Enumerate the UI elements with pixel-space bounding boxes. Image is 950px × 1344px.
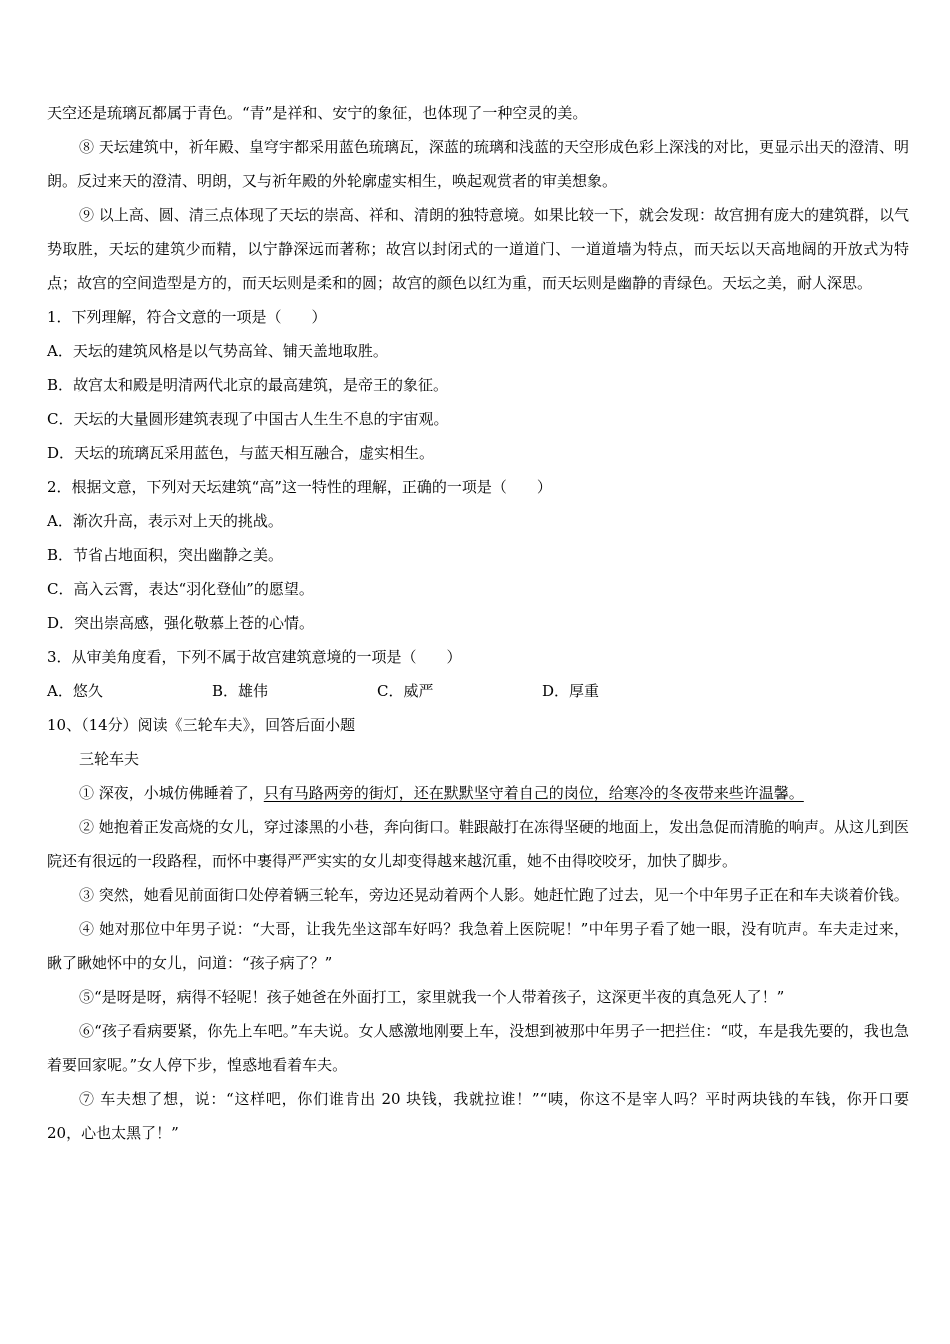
section-10-heading: 10、（14分）阅读《三轮车夫》，回答后面小题: [47, 716, 356, 734]
question-1-option-c: C．天坛的大量圆形建筑表现了中国古人生生不息的宇宙观。: [47, 410, 449, 428]
question-3-option-c: C．威严: [377, 682, 434, 700]
question-2-option-b: B．节省占地面积，突出幽静之美。: [47, 546, 284, 564]
question-1-option-b: B．故宫太和殿是明清两代北京的最高建筑，是帝王的象征。: [47, 376, 449, 394]
passage-paragraph-9: ⑨ 以上高、圆、清三点体现了天坛的崇高、祥和、清朗的独特意境。如果比较一下，就会发现：故宫拥有庞大的建筑群，以气势取胜，天坛的建筑少而精，以宁静深远而著称；故宫以封闭式的一道道门、一道道墙为特点，而天坛以天高地阔的开放式为特点；故宫的空间造型是方的，而天坛则是柔和的圆；故宫的颜色以红为重，而天坛则是幽静的青绿色。天坛之美，耐人深思。: [47, 206, 909, 292]
question-1-stem: 1．下列理解，符合文意的一项是（ ）: [47, 308, 327, 326]
story-paragraph-7: ⑦ 车夫想了想，说：“这样吧，你们谁肯出 20 块钱，我就拉谁！”“咦，你这不是宰人吗？平时两块钱的车钱，你开口要 20，心也太黑了！”: [47, 1090, 909, 1142]
document-page: [47, 96, 909, 1150]
question-2-option-d: D．突出崇高感，强化敬慕上苍的心情。: [47, 614, 315, 632]
story-paragraph-6: ⑥“孩子看病要紧，你先上车吧。”车夫说。女人感激地刚要上车，没想到被那中年男子一把拦住：“哎，车是我先要的，我也急着要回家呢。”女人停下步，惶惑地看着车夫。: [47, 1022, 909, 1074]
story-paragraph-5: ⑤“是呀是呀，病得不轻呢！孩子她爸在外面打工，家里就我一个人带着孩子，这深更半夜的真急死人了！”: [79, 988, 785, 1006]
story-paragraph-1: [47, 776, 909, 810]
story-paragraph-3: ③ 突然，她看见前面街口处停着辆三轮车，旁边还晃动着两个人影。她赶忙跑了过去，见一个中年男子正在和车夫谈着价钱。: [79, 886, 909, 904]
story-paragraph-1-underlined: 只有马路两旁的街灯，还在默默坚守着自己的岗位，给寒冷的冬夜带来些许温馨。: [263, 784, 804, 802]
question-1-option-a: A．天坛的建筑风格是以气势高耸、铺天盖地取胜。: [47, 342, 388, 360]
question-3-stem: 3．从审美角度看，下列不属于故宫建筑意境的一项是（ ）: [47, 648, 462, 666]
question-2-stem: 2．根据文意，下列对天坛建筑“高”这一特性的理解，正确的一项是（ ）: [47, 478, 552, 496]
story-paragraph-4: ④ 她对那位中年男子说：“大哥，让我先坐这部车好吗？我急着上医院呢！”中年男子看了她一眼，没有吭声。车夫走过来，瞅了瞅她怀中的女儿，问道：“孩子病了？”: [47, 920, 909, 972]
question-3-option-b: B．雄伟: [212, 682, 269, 700]
passage-paragraph-7-tail: 天空还是琉璃瓦都属于青色。“青”是祥和、安宁的象征，也体现了一种空灵的美。: [47, 104, 588, 122]
question-1-option-d: D．天坛的琉璃瓦采用蓝色，与蓝天相互融合，虚实相生。: [47, 444, 435, 462]
question-3-option-d: D．厚重: [542, 682, 600, 700]
question-3-option-a: A．悠久: [47, 682, 103, 700]
story-paragraph-2: ② 她抱着正发高烧的女儿，穿过漆黑的小巷，奔向街口。鞋跟敲打在冻得坚硬的地面上，发出急促而清脆的响声。从这儿到医院还有很远的一段路程，而怀中裹得严严实实的女儿却变得越来越沉重，她不由得咬咬牙，加快了脚步。: [47, 818, 909, 870]
question-2-option-c: C．高入云霄，表达“羽化登仙”的愿望。: [47, 580, 314, 598]
story-title: 三轮车夫: [79, 750, 140, 768]
story-paragraph-1-text: ① 深夜，小城仿佛睡着了，: [79, 784, 264, 802]
passage-paragraph-8: ⑧ 天坛建筑中，祈年殿、皇穹宇都采用蓝色琉璃瓦，深蓝的琉璃和浅蓝的天空形成色彩上深浅的对比，更显示出天的澄清、明朗。反过来天的澄清、明朗，又与祈年殿的外轮廓虚实相生，唤起观赏者的审美想象。: [47, 138, 909, 190]
question-3-options: [47, 674, 909, 708]
question-2-option-a: A．渐次升高，表示对上天的挑战。: [47, 512, 283, 530]
